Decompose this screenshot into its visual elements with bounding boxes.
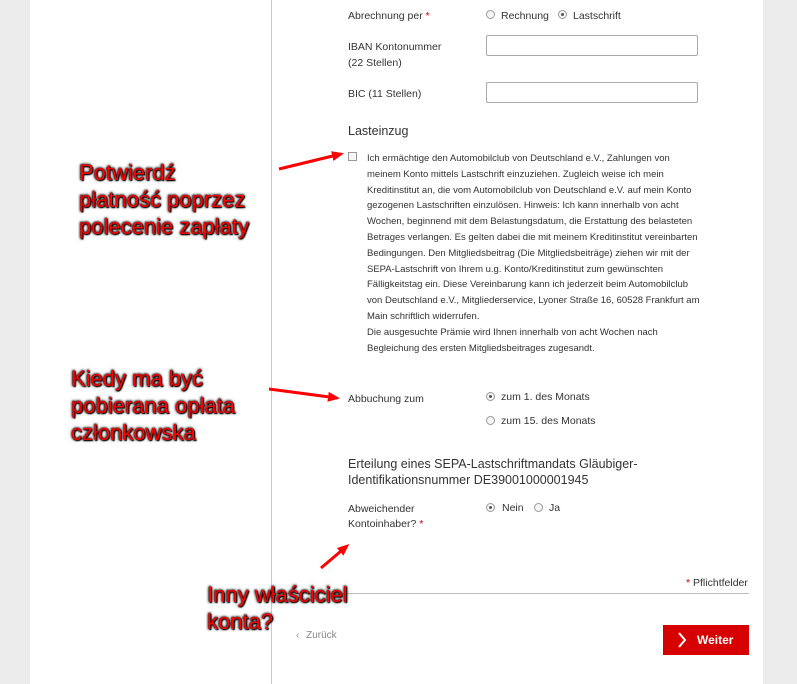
annotation-line: płatność poprzez — [79, 187, 246, 212]
iban-label-line2: (22 Stellen) — [348, 57, 402, 69]
holder-label-line1: Abweichender — [348, 503, 415, 515]
premium-note-paragraph: Die ausgesuchte Prämie wird Ihnen innerhalb von acht Wochen nach Begleichung des ersten Mitgliedsbeitrages zugesandt. — [367, 326, 658, 354]
chevron-left-icon: ‹ — [296, 630, 300, 641]
annotation-confirm-payment — [79, 159, 249, 240]
back-label: Zurück — [306, 630, 337, 641]
holder-option-yes: Ja — [549, 502, 561, 514]
annotation-line: Inny właściciel — [207, 582, 348, 607]
annotation-line: Potwierdź — [79, 160, 176, 185]
holder-option-no: Nein — [502, 502, 524, 514]
annotation-line: członkowska — [71, 420, 196, 445]
debit-option-1st: zum 1. des Monats — [501, 391, 590, 403]
debit-date-label: Abbuchung zum — [348, 393, 424, 405]
mandate-title-line2: Identifikationsnummer DE39001000001945 — [348, 473, 589, 487]
arrow-to-consent — [279, 154, 341, 169]
bic-label: BIC (11 Stellen) — [348, 88, 422, 100]
billing-option-direct-debit: Lastschrift — [573, 10, 621, 22]
mandate-title-line1: Erteilung eines SEPA-Lastschriftmandats Gläubiger- — [348, 457, 638, 471]
next-label: Weiter — [697, 633, 734, 647]
arrow-to-account-holder — [321, 546, 347, 568]
required-fields-note: * Pflichtfelder — [686, 577, 748, 589]
arrow-to-debit-date — [269, 389, 337, 398]
annotation-other-holder — [207, 581, 348, 635]
annotation-line: polecenie zapłaty — [79, 214, 250, 239]
iban-label-line1: IBAN Kontonummer — [348, 41, 442, 53]
billing-label: Abrechnung per * — [348, 10, 430, 22]
debit-option-15th: zum 15. des Monats — [501, 415, 596, 427]
billing-option-invoice: Rechnung — [501, 10, 549, 22]
annotation-line: konta? — [207, 609, 274, 634]
annotation-line: Kiedy ma być — [71, 366, 204, 391]
annotation-fee-timing — [71, 365, 235, 446]
sepa-consent-paragraph: Ich ermächtige den Automobilclub von Deutschland e.V., Zahlungen von meinem Konto mittels Lastschrift einzuziehen. Zugleich weise ich mein Kreditinstitut an, die vom Automobilclub von Deutschland e.V. auf mein Konto gezogenen Lastschriften einzulösen. Hinweis: Ich kann innerhalb von acht Wochen, beginnend mit dem Belastungsdatum, die Erstattung des belasteten Betrages verlangen. Es gelten dabei die mit meinem Kreditinstitut vereinbarten Bedingungen. Den Mitgliedsbeitrag (Die Mitgliedsbeiträge) ziehen wir mit der SEPA-Lastschrift von Ihrem u.g. Konto/Kreditinstitut zum gewünschten Fälligkeitstag ein. Diese Vereinbarung kann ich jederzeit beim Automobilclub von Deutschland e.V., Mitgliederservice, Lyoner Straße 16, 60528 Frankfurt am Main schriftlich widerrufen. — [367, 153, 700, 322]
section-title-direct-debit: Lasteinzug — [348, 124, 409, 138]
holder-label-line2: Kontoinhaber? * — [348, 518, 424, 530]
annotation-line: pobierana opłata — [71, 393, 235, 418]
